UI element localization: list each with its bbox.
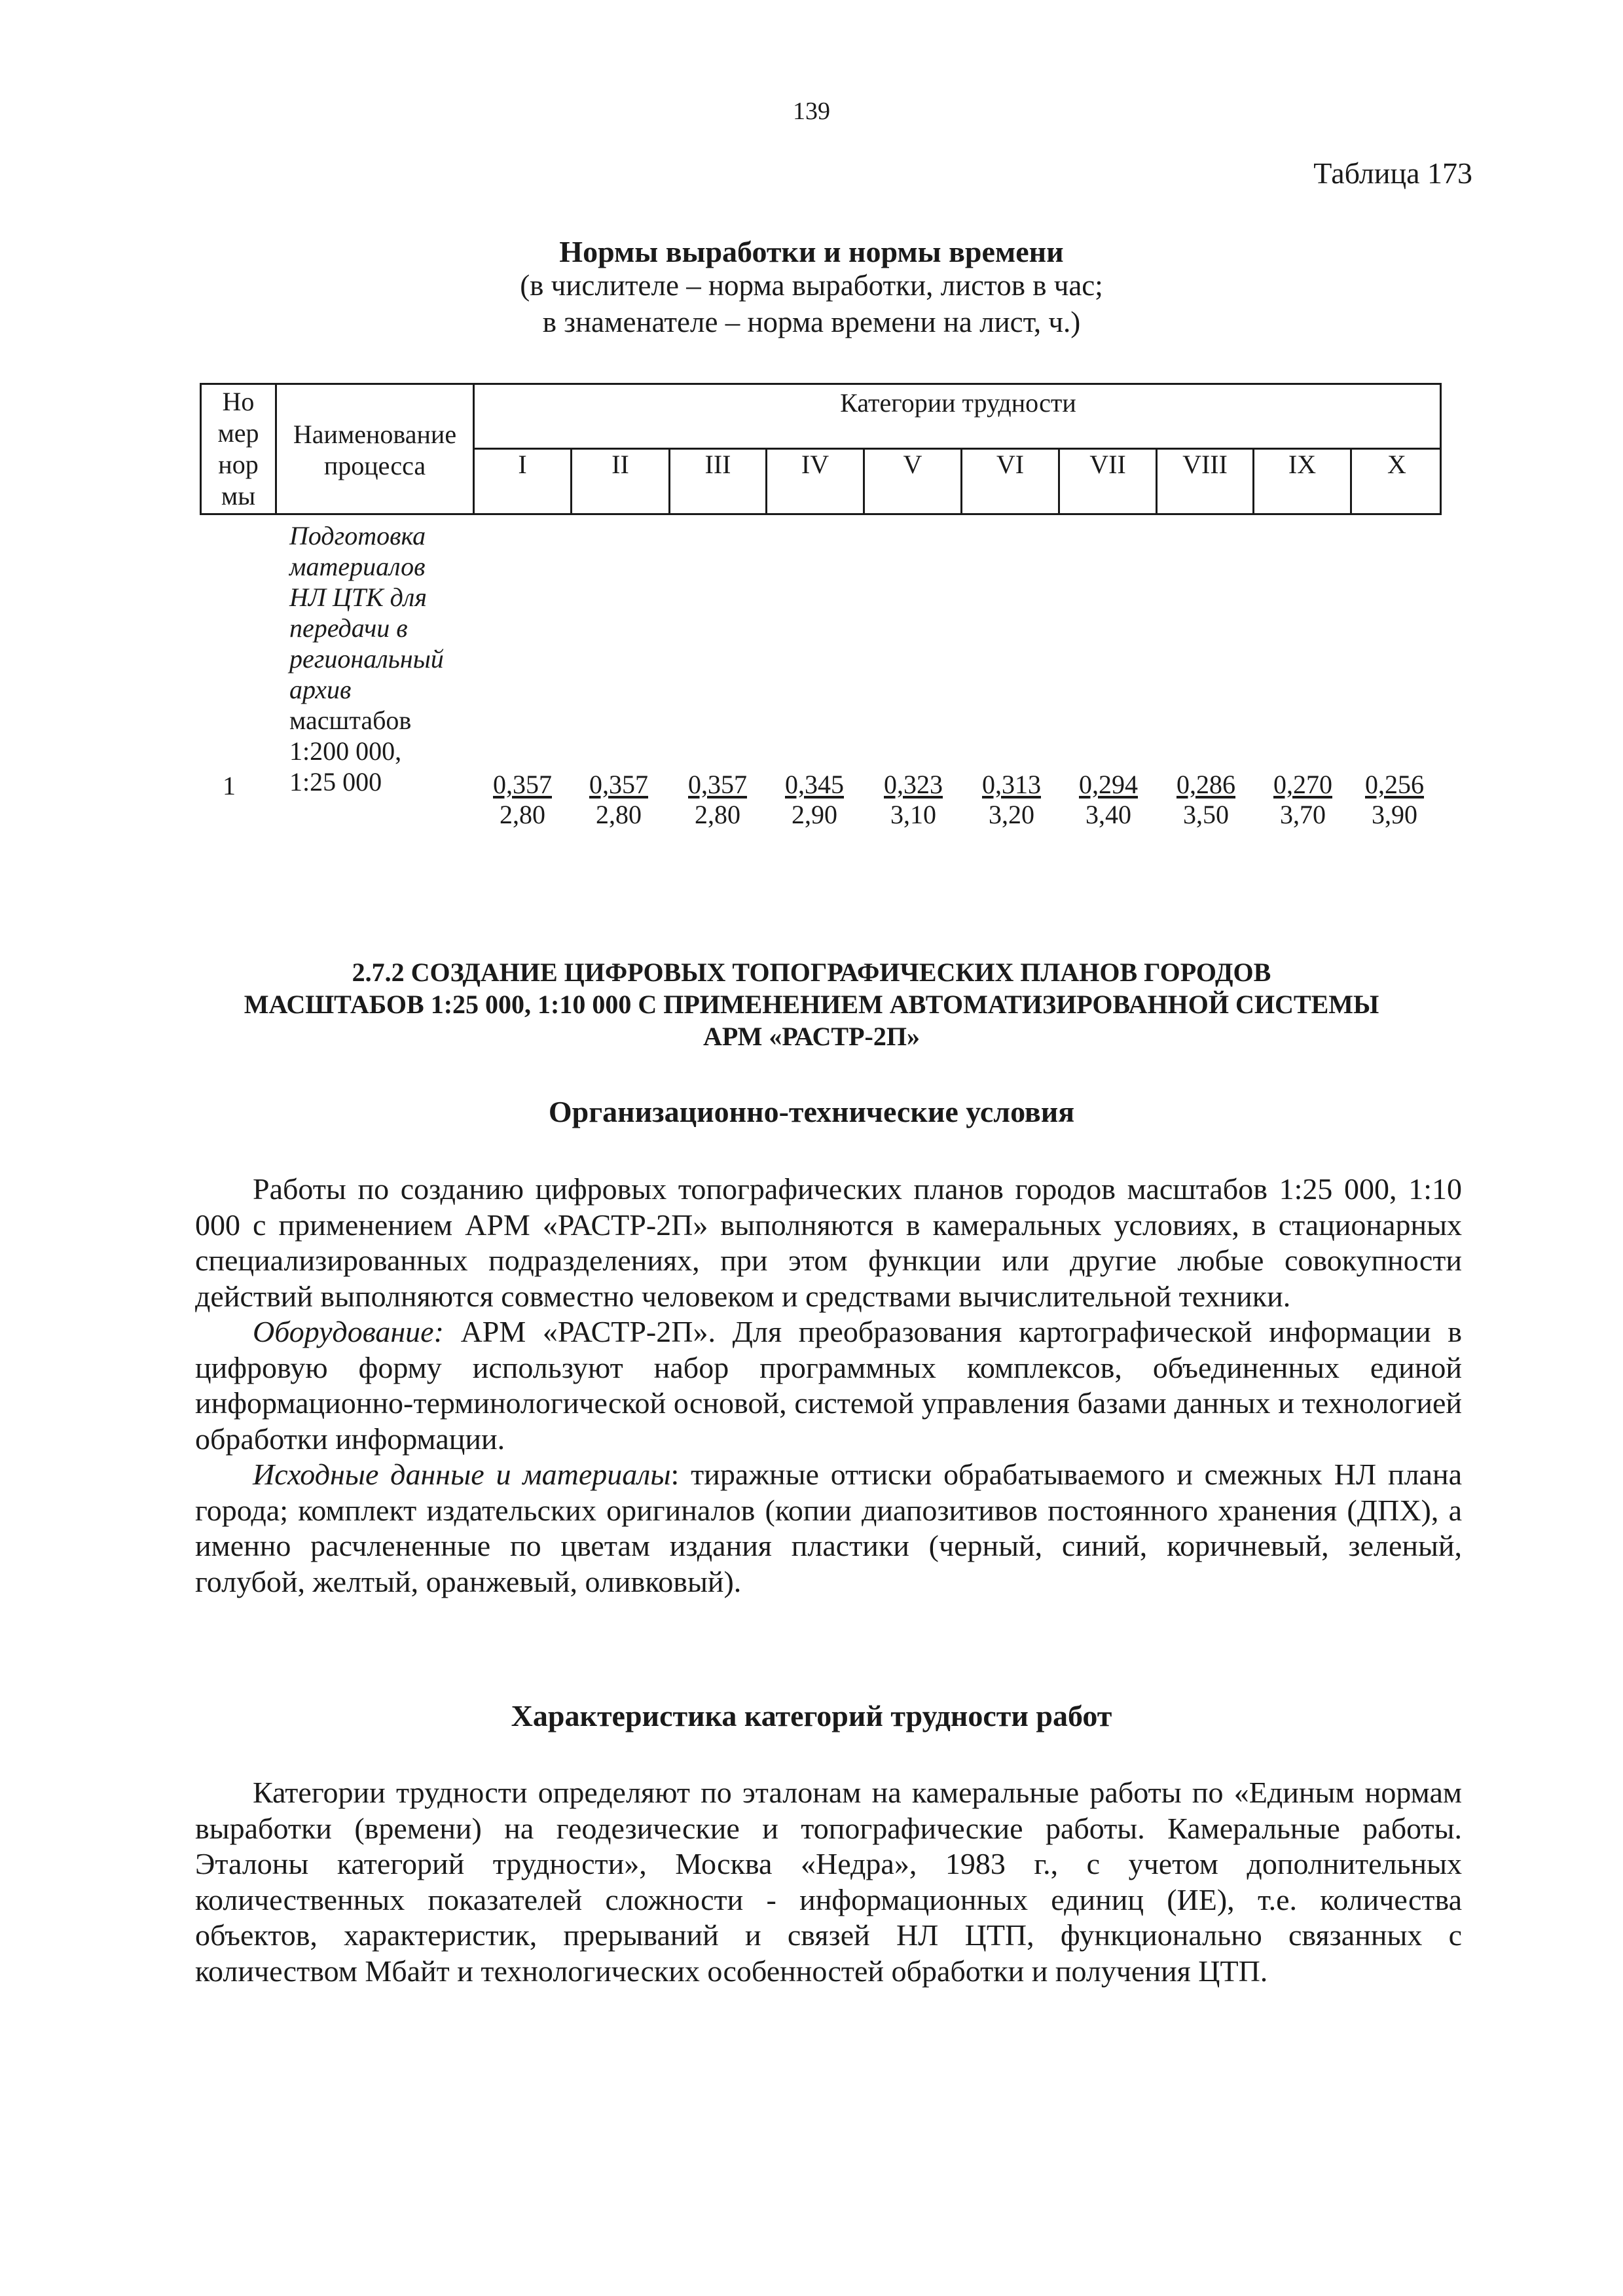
table-title: Нормы выработки и нормы времени bbox=[559, 235, 1064, 268]
paragraph: Работы по созданию цифровых топографических планов городов масштабов 1:25 000, 1:10 000 с применением АРМ «РАСТР-2П» выполняются в камеральных условиях, в стационарных специализированных подразделениях, при этом функции или другие любые совокупности действий выполняются совместно человеком и средствами вычислительной техники. bbox=[195, 1172, 1462, 1313]
header-process: Наименование процесса bbox=[293, 420, 457, 480]
table-subtitle-line: в знаменателе – норма времени на лист, ч.) bbox=[542, 306, 1081, 338]
norm-value: $\frac{0,294}{3,40}$ bbox=[1079, 770, 1138, 829]
process-name: Подготовка материалов НЛ ЦТК для передачи в региональный архив масштабов 1:200 000, 1:25 000 bbox=[289, 521, 444, 797]
header-categories: Категории трудности bbox=[840, 388, 1076, 418]
norm-value: $\frac{0,357}{2,80}$ bbox=[688, 770, 747, 829]
subheading: Организационно-технические условия bbox=[548, 1095, 1075, 1128]
table-label: Таблица 173 bbox=[1313, 156, 1472, 190]
category-label: X bbox=[1387, 450, 1406, 479]
section-heading: АРМ «РАСТР-2П» bbox=[703, 1022, 920, 1051]
table-subtitle-line: (в числителе – норма выработки, листов в час; bbox=[520, 269, 1103, 302]
norm-value: $\frac{0,256}{3,90}$ bbox=[1365, 770, 1424, 829]
norm-value: $\frac{0,357}{2,80}$ bbox=[493, 770, 552, 829]
section-heading: 2.7.2 СОЗДАНИЕ ЦИФРОВЫХ ТОПОГРАФИЧЕСКИХ ПЛАНОВ ГОРОДОВ bbox=[352, 958, 1271, 987]
paragraph-text: АРМ «РАСТР-2П». Для преобразования картографической информации в цифровую форму используют набор программных комплексов, объединенных единой информационно-терминологической основой, системой управления базами данных и технологией обработки информации. bbox=[195, 1315, 1462, 1456]
paragraph bbox=[195, 1457, 1462, 1600]
norm-value: $\frac{0,357}{2,80}$ bbox=[589, 770, 648, 829]
body-block bbox=[195, 1172, 1462, 1600]
norm-value: $\frac{0,345}{2,90}$ bbox=[785, 770, 844, 829]
category-label: VI bbox=[996, 450, 1025, 479]
category-label: VII bbox=[1089, 450, 1126, 479]
category-label: IX bbox=[1288, 450, 1317, 479]
category-label: VIII bbox=[1182, 450, 1228, 479]
norm-value: $\frac{0,323}{3,10}$ bbox=[884, 770, 943, 829]
norm-value: $\frac{0,286}{3,50}$ bbox=[1176, 770, 1235, 829]
paragraph: Категории трудности определяют по эталонам на камеральные работы по «Единым нормам выработки (времени) на геодезические и топографические работы. Камеральные работы. Эталоны категорий трудности», Москва «Недра», 1983 г., с учетом дополнительных количественных показателей сложности - информационных единиц (ИЕ), т.е. количества объектов, характеристик, прерываний и связей НЛ ЦТП, функционально связанных с количеством Мбайт и технологических особенностей обработки и получения ЦТП. bbox=[195, 1776, 1462, 1988]
norm-value: $\frac{0,270}{3,70}$ bbox=[1273, 770, 1332, 829]
norm-value: $\frac{0,313}{3,20}$ bbox=[982, 770, 1041, 829]
paragraph-label: Оборудование: bbox=[253, 1315, 444, 1348]
paragraph bbox=[195, 1314, 1462, 1457]
category-label: I bbox=[518, 450, 527, 479]
body-block bbox=[195, 1775, 1462, 1989]
subheading: Характеристика категорий трудности работ bbox=[511, 1699, 1112, 1732]
row-number: 1 bbox=[223, 771, 236, 800]
section-heading: МАСШТАБОВ 1:25 000, 1:10 000 С ПРИМЕНЕНИЕМ АВТОМАТИЗИРОВАННОЙ СИСТЕМЫ bbox=[244, 990, 1379, 1019]
paragraph-text: : тиражные оттиски обрабатываемого и смежных НЛ плана города; комплект издательских оригиналов (копии диапозитивов постоянного хранения (ДПХ), а именно расчлененные по цветам издания пластики (черный, синий, коричневый, зеленый, голубой, желтый, оранжевый, оливковый). bbox=[195, 1458, 1462, 1598]
category-label: II bbox=[611, 450, 629, 479]
category-label: IV bbox=[801, 450, 830, 479]
paragraph-label: Исходные данные и материалы bbox=[253, 1458, 671, 1491]
page-number: 139 bbox=[793, 98, 830, 125]
category-label: III bbox=[704, 450, 731, 479]
header-number: Но мер нор мы bbox=[217, 387, 259, 511]
category-label: V bbox=[903, 450, 922, 479]
